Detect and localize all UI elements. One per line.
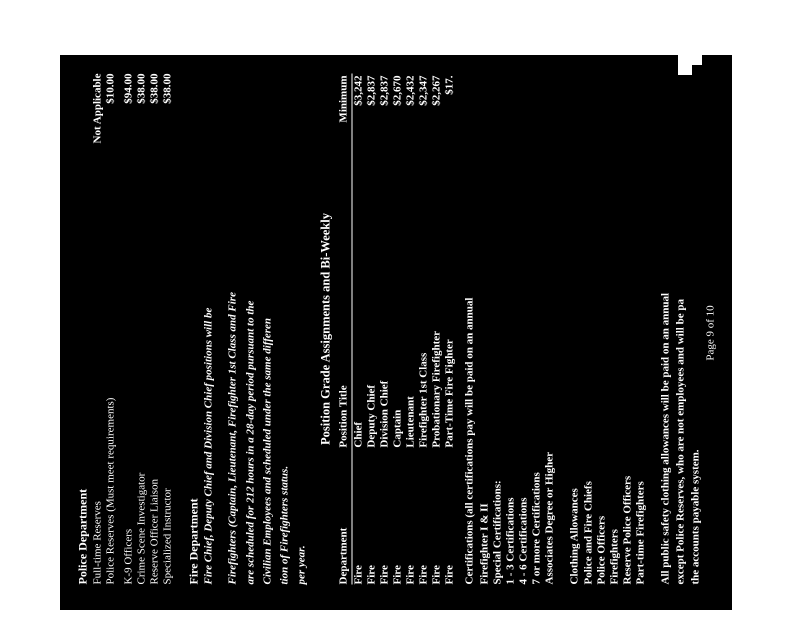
cell-department: Fire — [352, 565, 365, 585]
cell-department: Fire — [391, 565, 404, 585]
cell-position: Division Chief — [378, 380, 391, 448]
pay-line-label: Police Reserves (Must meet requirements) — [104, 397, 117, 585]
fire-department-paragraph: per year. — [295, 545, 308, 585]
list-item: Firefighters — [608, 529, 621, 585]
certifications-intro: Certifications (all certifications pay will be paid on an annual — [463, 297, 476, 585]
pay-line — [92, 74, 105, 585]
pay-line-label: Specialized Instructor — [161, 488, 174, 585]
cell-position: Lieutenant — [404, 396, 417, 448]
list-item: Police Officers — [595, 515, 608, 585]
page-number: Page 9 of 10 — [704, 305, 717, 361]
cell-position: Probationary Firefighter — [430, 330, 443, 448]
table-row — [352, 74, 365, 585]
pay-line-value: $38.00 — [148, 73, 161, 104]
cell-minimum: $2,670 — [391, 75, 404, 106]
document-page — [60, 56, 732, 611]
clothing-allowances-title: Clothing Allowances — [568, 488, 580, 585]
closing-paragraph: the accounts payable system. — [689, 449, 702, 585]
closing-paragraph: All public safety clothing allowances will be paid on an annual — [659, 292, 672, 585]
table-row — [365, 74, 378, 585]
cell-minimum: $3,242 — [352, 75, 365, 106]
list-item: Police and Fire Chiefs — [582, 481, 595, 585]
list-item: 4 - 6 Certifications — [517, 497, 530, 585]
list-item: Firefighter I & II — [478, 503, 491, 585]
list-item: Reserve Police Officers — [621, 475, 634, 585]
list-item: 7 or more Certifications — [530, 472, 543, 585]
section-clothing-allowances — [568, 74, 648, 585]
table-row — [378, 74, 391, 585]
cell-minimum: $2,837 — [365, 75, 378, 106]
pay-line-label: Reserve Officer Liaison — [148, 479, 161, 585]
pay-line — [149, 74, 162, 585]
cell-position: Deputy Chief — [365, 384, 378, 448]
list-item: Special Certifications: — [491, 480, 504, 585]
pay-line-label: K-9 Officers — [122, 528, 135, 585]
clothing-allowances-list — [583, 74, 648, 585]
table-row — [430, 74, 443, 585]
cell-department: Fire — [443, 565, 456, 585]
cell-minimum: $2,347 — [417, 75, 430, 106]
fire-department-paragraph: tion of Firefighters status. — [278, 465, 291, 585]
pay-line-label: Crime Scene Investigator — [135, 472, 148, 585]
pay-line-value: $94.00 — [122, 73, 135, 104]
cell-position: Firefighter 1st Class — [417, 352, 430, 448]
police-department-heading: Police Department — [75, 488, 90, 585]
closing-paragraph: except Police Reserves, who are not employees and will be pa — [674, 299, 687, 585]
column-header-department: Department — [338, 448, 352, 585]
cell-minimum: $17. — [443, 75, 456, 95]
cell-minimum: $2,432 — [404, 75, 417, 106]
table-row — [404, 74, 417, 585]
pay-line — [136, 74, 149, 585]
cell-minimum: $2,837 — [378, 75, 391, 106]
section-assignment-pay — [123, 74, 175, 585]
fire-department-subheading: Fire Chief, Deputy Chief and Division Chief positions will be — [202, 307, 215, 585]
fire-department-paragraph: Firefighters (Captain, Lieutenant, Firefighter 1st Class and Fire — [226, 292, 239, 585]
pay-line-value: Not Applicable — [91, 73, 104, 144]
grade-table-title: Position Grade Assignments and Bi-Weekly — [318, 213, 333, 445]
scanned-page-image — [60, 55, 732, 610]
table-row — [391, 74, 404, 585]
cell-department: Fire — [404, 565, 417, 585]
position-grade-table — [338, 74, 457, 585]
fire-department-paragraph: Civilian Employees and scheduled under the same differen — [261, 317, 274, 585]
column-header-position-title: Position Title — [338, 180, 352, 447]
pay-line — [162, 74, 175, 585]
fire-department-heading: Fire Department — [186, 498, 201, 585]
fire-department-paragraph: are scheduled for 212 hours in a 28-day period pursuant to the — [244, 300, 256, 585]
cell-position: Chief — [352, 421, 365, 448]
column-header-minimum: Minimum — [338, 74, 352, 181]
pay-line-value: $38.00 — [135, 73, 148, 104]
pay-line — [123, 74, 136, 585]
cell-department: Fire — [430, 565, 443, 585]
section-police-department — [76, 74, 118, 585]
cell-minimum: $2,267 — [430, 75, 443, 106]
table-row — [417, 74, 430, 585]
cell-department: Fire — [378, 565, 391, 585]
section-fire-department — [186, 74, 308, 585]
table-row — [443, 74, 456, 585]
cell-department: Fire — [417, 565, 430, 585]
pay-line — [105, 74, 118, 585]
certifications-list — [478, 74, 556, 585]
pay-line-value: $10.00 — [104, 73, 117, 104]
section-certifications — [463, 74, 556, 585]
pay-line-value: $38.00 — [161, 73, 174, 104]
list-item: 1 - 3 Certifications — [504, 497, 517, 585]
cell-position: Captain — [391, 409, 404, 448]
cell-department: Fire — [365, 565, 378, 585]
cell-position: Part-Time Fire Fighter — [443, 339, 456, 448]
section-closing-note — [660, 74, 703, 585]
list-item: Part-time Firefighters — [634, 481, 647, 585]
table-header-row — [338, 74, 352, 585]
list-item: Associates Degree or Higher — [543, 452, 556, 585]
pay-line-label: Full-time Reserves — [91, 501, 104, 585]
